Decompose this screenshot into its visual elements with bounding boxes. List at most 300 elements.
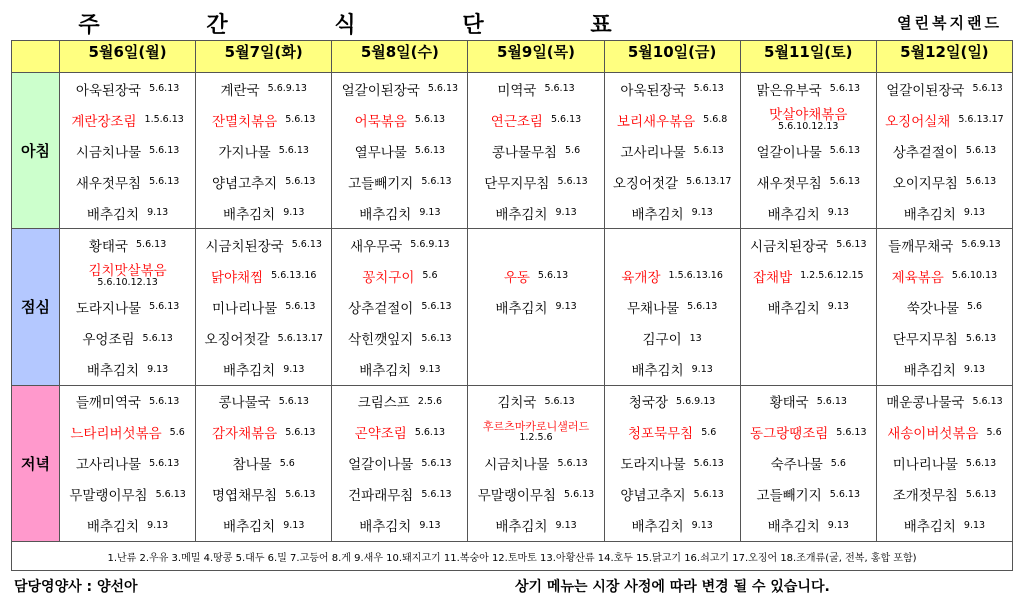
menu-item bbox=[60, 417, 195, 448]
menu-item bbox=[332, 291, 467, 322]
day-header: 5월11일(토) bbox=[740, 41, 876, 73]
dish-name: 가지나물 bbox=[218, 144, 271, 161]
dish-name: 명엽채무침 bbox=[211, 488, 278, 505]
dish-name: 배추김치 bbox=[631, 519, 684, 536]
menu-cell bbox=[468, 385, 604, 541]
title-char: 표 bbox=[590, 13, 612, 38]
allergen-codes: 5.6.13 bbox=[693, 488, 724, 500]
menu-item bbox=[741, 448, 876, 479]
dish-name: 배추김치 bbox=[903, 519, 956, 536]
menu-item bbox=[196, 323, 331, 354]
allergen-codes: 5.6.13 bbox=[149, 457, 180, 469]
title-char: 식 bbox=[334, 13, 356, 38]
menu-item bbox=[60, 260, 195, 291]
allergen-codes: 5.6.13 bbox=[149, 301, 180, 313]
menu-item bbox=[468, 73, 603, 104]
menu-item bbox=[877, 479, 1012, 510]
meal-label: 점심 bbox=[12, 229, 60, 385]
allergen-codes: 5.6.13 bbox=[149, 83, 180, 95]
allergen-codes: 5.6.13.17 bbox=[958, 114, 1004, 126]
day-header: 5월12일(일) bbox=[876, 41, 1012, 73]
allergen-codes: 5.6.13 bbox=[421, 457, 452, 469]
dish-name: 미역국 bbox=[497, 82, 537, 99]
allergen-codes: 5.6.13 bbox=[693, 457, 724, 469]
menu-item bbox=[60, 197, 195, 228]
menu-item bbox=[741, 73, 876, 104]
allergen-codes: 5.6.13 bbox=[972, 83, 1003, 95]
dish-name: 도라지나물 bbox=[75, 300, 142, 317]
dish-name: 맑은유부국 bbox=[756, 82, 822, 99]
dish-name: 제육볶음 bbox=[891, 269, 944, 286]
dish-name: 우엉조림 bbox=[82, 332, 135, 349]
menu-cell bbox=[876, 73, 1012, 229]
allergen-codes: 9.13 bbox=[691, 363, 713, 375]
dish-name: 얼갈이나물 bbox=[756, 144, 822, 161]
dish-name: 청포묵무침 bbox=[627, 426, 694, 443]
menu-item bbox=[877, 510, 1012, 541]
dish-name: 시금치된장국 bbox=[750, 238, 829, 255]
menu-item bbox=[60, 229, 195, 260]
dish-name: 배추김치 bbox=[223, 206, 276, 223]
menu-item bbox=[468, 448, 603, 479]
dish-name: 얼갈이나물 bbox=[348, 457, 414, 474]
menu-item bbox=[877, 260, 1012, 291]
dish-name: 배추김치 bbox=[359, 206, 412, 223]
allergen-codes: 5.6.13 bbox=[965, 145, 997, 157]
dish-name: 미나리나물 bbox=[892, 457, 958, 474]
menu-item bbox=[877, 135, 1012, 166]
dish-name: 숙주나물 bbox=[770, 457, 823, 474]
menu-item bbox=[605, 197, 740, 228]
menu-item bbox=[468, 197, 603, 228]
allergen-codes: 5.6.13.17 bbox=[686, 176, 732, 188]
menu-item bbox=[605, 73, 740, 104]
menu-item bbox=[605, 104, 740, 135]
allergen-codes: 9.13 bbox=[827, 207, 849, 219]
menu-item bbox=[468, 229, 603, 260]
dish-name: 얼갈이된장국 bbox=[341, 82, 420, 99]
dish-name: 열무나물 bbox=[354, 144, 407, 161]
allergen-codes: 5.6.13 bbox=[965, 488, 997, 500]
menu-item bbox=[196, 510, 331, 541]
allergen-codes: 5.6.13 bbox=[421, 332, 452, 344]
allergen-codes: 9.13 bbox=[147, 207, 169, 219]
dish-name: 건파래무침 bbox=[348, 488, 414, 505]
dish-name: 청국장 bbox=[628, 395, 669, 412]
dish-name: 느타리버섯볶음 bbox=[70, 426, 162, 443]
allergen-codes: 9.13 bbox=[283, 207, 305, 219]
menu-cell bbox=[332, 385, 468, 541]
allergen-codes: 5.6.13 bbox=[550, 114, 582, 126]
menu-item bbox=[332, 166, 467, 197]
menu-item bbox=[332, 260, 467, 291]
allergen-codes: 5.6.13 bbox=[278, 395, 309, 407]
allergen-codes: 5.6.13 bbox=[972, 395, 1003, 407]
allergen-codes: 5.6.8 bbox=[703, 114, 728, 126]
allergen-codes: 5.6.9.13 bbox=[676, 395, 716, 407]
allergen-codes: 5.6.13 bbox=[278, 145, 309, 157]
menu-cell bbox=[196, 229, 332, 385]
menu-item bbox=[605, 229, 740, 260]
allergen-codes: 5.6 bbox=[986, 426, 1002, 438]
dish-name: 배추김치 bbox=[86, 206, 140, 223]
menu-item bbox=[332, 510, 467, 541]
allergen-codes: 9.13 bbox=[419, 519, 441, 531]
dish-name: 계란국 bbox=[220, 82, 260, 99]
allergen-codes: 5.6.13 bbox=[836, 239, 867, 251]
dish-name: 김치국 bbox=[497, 395, 537, 412]
allergen-codes: 9.13 bbox=[147, 519, 169, 531]
menu-item bbox=[332, 229, 467, 260]
allergen-codes: 9.13 bbox=[963, 363, 986, 375]
dish-name: 배추김치 bbox=[631, 206, 684, 223]
dish-name: 새우젓무침 bbox=[756, 175, 822, 192]
dish-name: 연근조림 bbox=[490, 113, 543, 130]
menu-item bbox=[605, 260, 740, 291]
dish-name: 잔멸치볶음 bbox=[211, 113, 278, 130]
menu-item bbox=[196, 229, 331, 260]
menu-item bbox=[877, 386, 1012, 417]
menu-cell bbox=[604, 73, 740, 229]
dish-name: 배추김치 bbox=[359, 519, 412, 536]
dish-name: 계란장조림 bbox=[71, 113, 137, 130]
menu-cell bbox=[604, 385, 740, 541]
menu-item bbox=[468, 417, 603, 448]
menu-item bbox=[605, 291, 740, 322]
menu-body bbox=[12, 73, 1013, 542]
allergen-codes: 5.6.13 bbox=[291, 239, 322, 251]
dish-name: 무말랭이무침 bbox=[69, 488, 148, 505]
menu-item bbox=[332, 354, 467, 385]
menu-item bbox=[196, 166, 331, 197]
menu-cell bbox=[740, 73, 876, 229]
dish-name: 단무지무침 bbox=[484, 175, 550, 192]
allergen-codes: 5.6.13 bbox=[836, 426, 867, 438]
allergen-codes: 5.6.13 bbox=[136, 239, 167, 251]
menu-item bbox=[468, 354, 603, 385]
menu-item bbox=[741, 260, 876, 291]
dish-name: 배추김치 bbox=[359, 363, 412, 380]
menu-item bbox=[741, 354, 876, 385]
allergen-codes: 5.6.10.12.13 bbox=[97, 277, 158, 289]
menu-cell bbox=[876, 385, 1012, 541]
allergen-codes: 9.13 bbox=[283, 363, 305, 375]
menu-item bbox=[468, 479, 603, 510]
dish-name: 잡채밥 bbox=[752, 269, 793, 286]
meal-label: 아침 bbox=[12, 73, 60, 229]
dish-name: 맛살야채볶음 bbox=[769, 106, 848, 123]
day-header: 5월8일(수) bbox=[332, 41, 468, 73]
menu-item bbox=[877, 104, 1012, 135]
dish-name: 동그랑땡조림 bbox=[750, 426, 829, 443]
dish-name: 참나물 bbox=[232, 457, 272, 474]
dish-name: 배추김치 bbox=[86, 519, 140, 536]
menu-cell bbox=[196, 385, 332, 541]
dish-name: 단무지무침 bbox=[892, 332, 958, 349]
allergen-codes: 13 bbox=[689, 332, 702, 344]
title-char: 주 bbox=[78, 13, 100, 38]
menu-item bbox=[196, 135, 331, 166]
dish-name: 상추겉절이 bbox=[348, 300, 414, 317]
menu-cell bbox=[740, 385, 876, 541]
dish-name: 곤약조림 bbox=[354, 426, 407, 443]
menu-item bbox=[741, 135, 876, 166]
dish-name: 배추김치 bbox=[903, 363, 956, 380]
menu-item bbox=[60, 135, 195, 166]
allergen-codes: 5.6.13.16 bbox=[271, 270, 317, 282]
dish-name: 아욱된장국 bbox=[75, 82, 142, 99]
allergen-codes: 5.6.13 bbox=[564, 488, 595, 500]
organization-name: 열린복지랜드 bbox=[897, 14, 1002, 32]
dish-name: 육개장 bbox=[621, 269, 661, 286]
allergen-codes: 5.6.13 bbox=[829, 83, 860, 95]
allergen-codes: 5.6 bbox=[422, 270, 438, 282]
allergen-codes: 5.6.13 bbox=[149, 145, 180, 157]
menu-cell bbox=[468, 229, 604, 385]
allergen-codes: 9.13 bbox=[827, 519, 849, 531]
menu-item bbox=[877, 229, 1012, 260]
menu-item bbox=[741, 166, 876, 197]
dish-name: 매운콩나물국 bbox=[886, 395, 965, 412]
menu-item bbox=[741, 291, 876, 322]
allergen-codes: 5.6.13 bbox=[421, 176, 452, 188]
dish-name: 콩나물국 bbox=[218, 395, 271, 412]
menu-item bbox=[468, 104, 603, 135]
menu-item bbox=[196, 260, 331, 291]
dish-name: 미나리나물 bbox=[211, 300, 278, 317]
dish-name: 고사리나물 bbox=[75, 457, 142, 474]
dish-name: 배추김치 bbox=[495, 519, 548, 536]
dish-name: 새우젓무침 bbox=[75, 175, 142, 192]
dish-name: 오징어젓갈 bbox=[204, 332, 270, 349]
dish-name: 도라지나물 bbox=[620, 457, 686, 474]
menu-item bbox=[605, 166, 740, 197]
menu-cell bbox=[60, 73, 196, 229]
menu-cell bbox=[332, 73, 468, 229]
day-header: 5월9일(목) bbox=[468, 41, 604, 73]
menu-item bbox=[468, 166, 603, 197]
allergen-codes: 1.5.6.13.16 bbox=[668, 270, 723, 282]
title-char: 단 bbox=[462, 13, 484, 38]
meal-row bbox=[12, 385, 1013, 541]
menu-item bbox=[196, 417, 331, 448]
allergen-codes: 9.13 bbox=[691, 519, 713, 531]
allergen-codes: 5.6.13 bbox=[149, 176, 180, 188]
dish-name: 고들빼기지 bbox=[348, 175, 414, 192]
day-header: 5월7일(화) bbox=[196, 41, 332, 73]
dish-name: 닭야채찜 bbox=[210, 269, 264, 286]
allergen-codes: 5.6.9.13 bbox=[267, 83, 307, 95]
menu-item bbox=[877, 197, 1012, 228]
allergen-codes: 5.6.13 bbox=[965, 457, 997, 469]
menu-item bbox=[468, 510, 603, 541]
menu-item bbox=[877, 323, 1012, 354]
allergen-codes: 5.6.13 bbox=[427, 83, 459, 95]
allergen-codes: 5.6.13 bbox=[414, 114, 446, 126]
dish-name: 들깨미역국 bbox=[75, 395, 142, 412]
menu-item bbox=[196, 479, 331, 510]
allergen-codes: 5.6.13 bbox=[557, 457, 588, 469]
allergen-codes: 5.6.13 bbox=[285, 301, 316, 313]
menu-item bbox=[332, 73, 467, 104]
menu-item bbox=[605, 354, 740, 385]
menu-item bbox=[196, 291, 331, 322]
menu-item bbox=[196, 104, 331, 135]
menu-item bbox=[468, 260, 603, 291]
allergen-codes: 5.6 bbox=[565, 145, 581, 157]
allergen-codes: 5.6 bbox=[169, 426, 185, 438]
menu-item bbox=[877, 73, 1012, 104]
menu-item bbox=[877, 448, 1012, 479]
menu-item bbox=[60, 104, 195, 135]
dish-name: 시금치나물 bbox=[75, 144, 142, 161]
allergen-codes: 9.13 bbox=[419, 207, 441, 219]
dish-name: 시금치나물 bbox=[484, 457, 550, 474]
menu-item bbox=[332, 386, 467, 417]
menu-item bbox=[741, 510, 876, 541]
menu-item bbox=[332, 479, 467, 510]
meal-row bbox=[12, 229, 1013, 385]
dish-name: 황태국 bbox=[769, 395, 809, 412]
allergen-codes: 5.6.13 bbox=[537, 270, 569, 282]
allergen-codes: 5.6.13 bbox=[557, 176, 588, 188]
dish-name: 오이지무침 bbox=[892, 175, 958, 192]
dish-name: 새우무국 bbox=[350, 238, 403, 255]
allergen-codes: 9.13 bbox=[827, 301, 849, 313]
dish-name: 양념고추지 bbox=[211, 175, 278, 192]
allergen-codes: 5.6.13 bbox=[693, 145, 724, 157]
menu-item bbox=[741, 323, 876, 354]
allergen-codes: 5.6.13 bbox=[544, 395, 575, 407]
dish-name: 김치맛살볶음 bbox=[88, 262, 167, 279]
allergen-codes: 5.6.13 bbox=[421, 301, 452, 313]
dish-name: 새송이버섯볶음 bbox=[887, 426, 979, 443]
menu-item bbox=[332, 417, 467, 448]
dish-name: 무말랭이무침 bbox=[477, 488, 556, 505]
allergen-codes: 5.6.13 bbox=[414, 145, 446, 157]
menu-item bbox=[605, 479, 740, 510]
corner-cell bbox=[12, 41, 60, 73]
dish-name: 쑥갓나물 bbox=[906, 300, 959, 317]
allergen-codes: 5.6 bbox=[279, 457, 295, 469]
menu-item bbox=[741, 197, 876, 228]
menu-item bbox=[741, 104, 876, 135]
menu-item bbox=[196, 386, 331, 417]
menu-item bbox=[60, 479, 195, 510]
menu-item bbox=[605, 135, 740, 166]
allergen-codes: 5.6.13 bbox=[829, 176, 860, 188]
dish-name: 시금치된장국 bbox=[205, 238, 284, 255]
allergen-codes: 5.6.13 bbox=[816, 395, 847, 407]
allergen-codes: 9.13 bbox=[691, 207, 713, 219]
allergen-codes: 5.6.9.13 bbox=[961, 239, 1001, 251]
menu-item bbox=[877, 166, 1012, 197]
day-header: 5월10일(금) bbox=[604, 41, 740, 73]
allergen-codes: 5.6.13 bbox=[285, 176, 316, 188]
allergen-codes: 9.13 bbox=[283, 519, 305, 531]
allergen-codes: 2.5.6 bbox=[417, 395, 443, 407]
dish-name: 어묵볶음 bbox=[354, 113, 407, 130]
dish-name: 상추겉절이 bbox=[892, 144, 958, 161]
menu-item bbox=[60, 166, 195, 197]
dish-name: 보리새우볶음 bbox=[616, 113, 696, 130]
dish-name: 오징어실채 bbox=[885, 113, 951, 130]
allergen-codes: 5.6.13 bbox=[285, 488, 316, 500]
dietitian-label: 담당영양사 : 양선아 bbox=[14, 579, 138, 595]
dish-name: 우동 bbox=[503, 269, 530, 286]
dish-name: 무채나물 bbox=[626, 300, 680, 317]
dish-name: 배추김치 bbox=[223, 363, 276, 380]
dish-name: 아욱된장국 bbox=[620, 82, 686, 99]
allergen-codes: 9.13 bbox=[555, 207, 577, 219]
menu-item bbox=[605, 386, 740, 417]
dish-name: 삭힌깻잎지 bbox=[348, 332, 414, 349]
dish-name: 얼갈이된장국 bbox=[886, 82, 965, 99]
menu-item bbox=[468, 135, 603, 166]
allergen-codes: 1.2.5.6 bbox=[519, 432, 553, 444]
menu-item bbox=[605, 510, 740, 541]
allergen-codes: 5.6.13 bbox=[142, 332, 173, 344]
dish-name: 들깨무채국 bbox=[888, 238, 954, 255]
allergen-codes: 5.6.13 bbox=[285, 426, 316, 438]
menu-cell bbox=[740, 229, 876, 385]
allergen-codes: 9.13 bbox=[555, 519, 577, 531]
menu-item bbox=[741, 417, 876, 448]
allergen-codes: 5.6.13 bbox=[829, 145, 860, 157]
allergen-codes: 5.6.10.12.13 bbox=[778, 120, 839, 132]
dish-name: 크림스프 bbox=[357, 395, 410, 412]
dish-name: 고들빼기지 bbox=[756, 488, 822, 505]
dish-name: 배추김치 bbox=[767, 300, 820, 317]
menu-item bbox=[605, 448, 740, 479]
menu-item bbox=[605, 323, 740, 354]
menu-item bbox=[877, 291, 1012, 322]
change-notice: 상기 메뉴는 시장 사정에 따라 변경 될 수 있습니다. bbox=[515, 579, 830, 595]
dish-name: 배추김치 bbox=[223, 519, 276, 536]
menu-cell bbox=[332, 229, 468, 385]
allergen-codes: 9.13 bbox=[147, 363, 169, 375]
dish-name: 꽁치구이 bbox=[362, 269, 415, 286]
title-char: 간 bbox=[206, 13, 228, 38]
day-header-row bbox=[12, 41, 1013, 73]
allergen-codes: 9.13 bbox=[419, 363, 441, 375]
allergen-codes: 5.6.10.13 bbox=[951, 270, 998, 282]
allergen-codes: 5.6.13 bbox=[155, 488, 186, 500]
dish-name: 오징어젓갈 bbox=[612, 175, 679, 192]
menu-item bbox=[60, 386, 195, 417]
dish-name: 배추김치 bbox=[631, 363, 684, 380]
allergen-codes: 5.6.13 bbox=[421, 488, 452, 500]
menu-cell bbox=[468, 73, 604, 229]
dish-name: 양념고추지 bbox=[620, 488, 686, 505]
dish-name: 배추김치 bbox=[767, 206, 820, 223]
menu-item bbox=[877, 354, 1012, 385]
dish-name: 배추김치 bbox=[767, 519, 820, 536]
dish-name: 배추김치 bbox=[903, 206, 956, 223]
menu-item bbox=[60, 291, 195, 322]
menu-item bbox=[877, 417, 1012, 448]
menu-item bbox=[196, 448, 331, 479]
dish-name: 김구이 bbox=[642, 332, 682, 349]
menu-cell bbox=[876, 229, 1012, 385]
menu-item bbox=[741, 229, 876, 260]
weekly-menu-table bbox=[11, 40, 1013, 571]
menu-item bbox=[60, 323, 195, 354]
menu-item bbox=[332, 323, 467, 354]
menu-cell bbox=[196, 73, 332, 229]
menu-item bbox=[468, 386, 603, 417]
dish-name: 후르츠마카로니샐러드 bbox=[482, 420, 590, 434]
